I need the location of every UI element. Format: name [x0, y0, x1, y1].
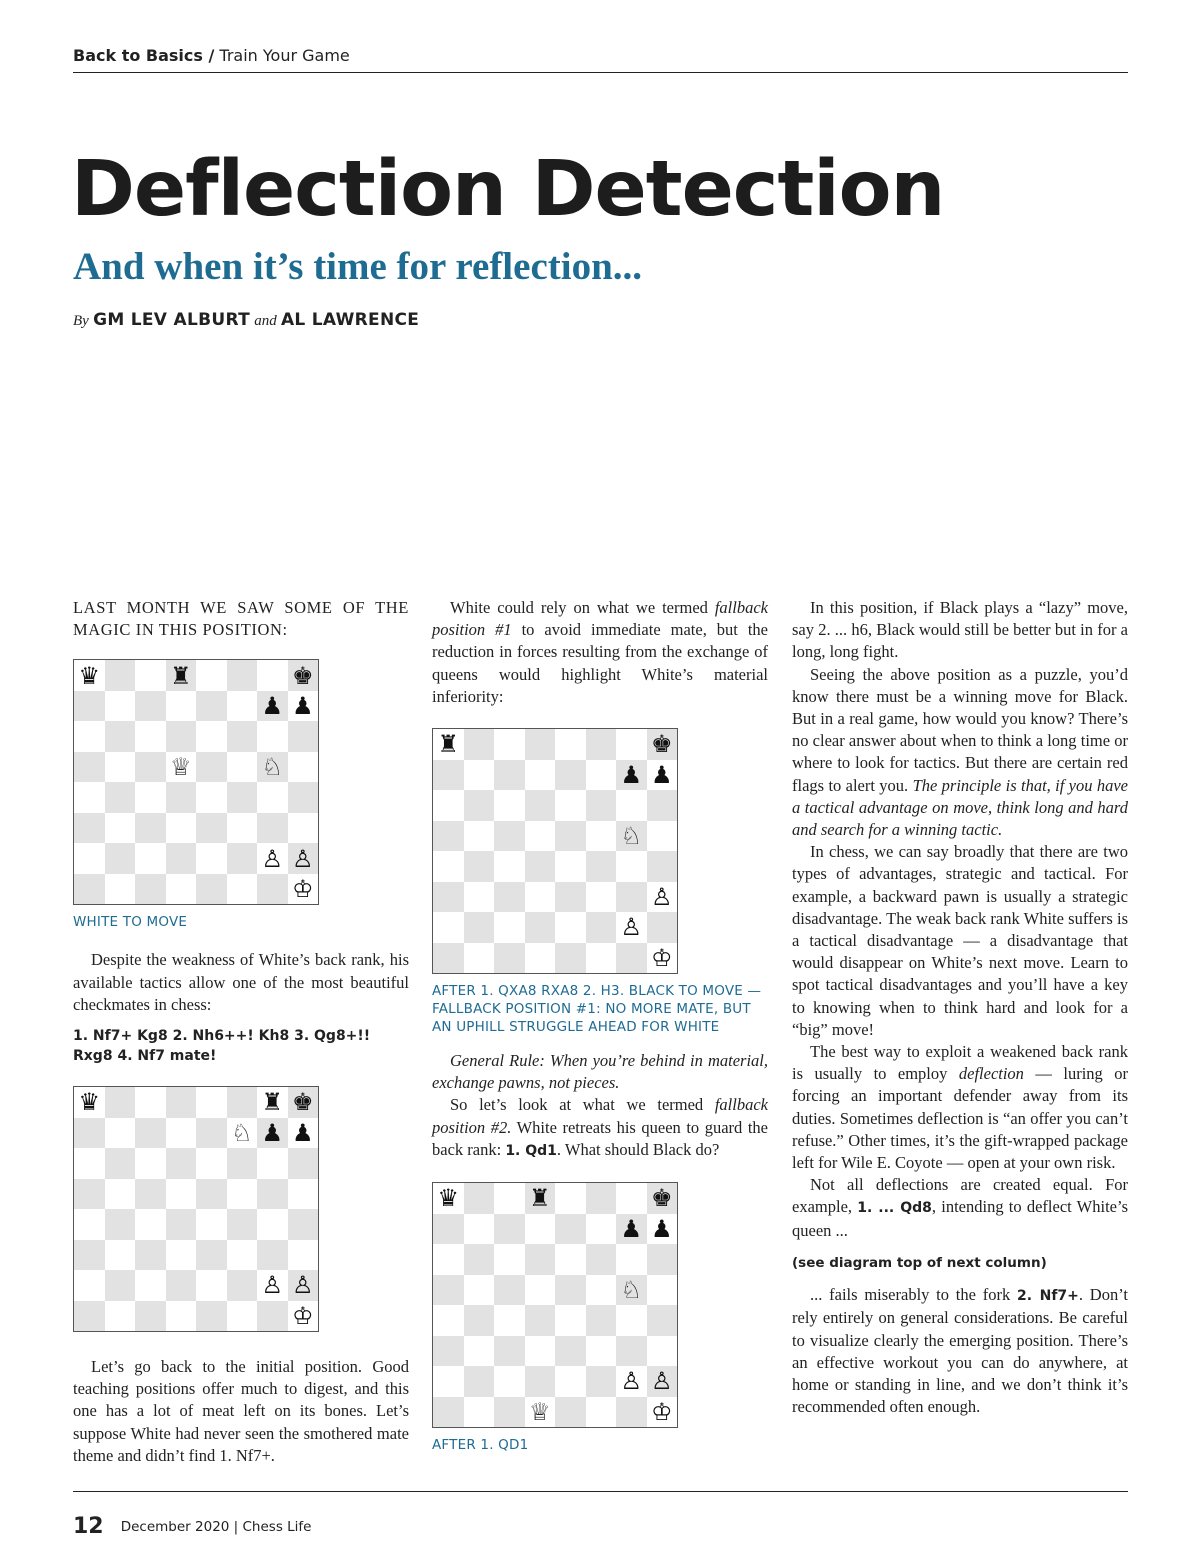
board-square — [525, 821, 556, 852]
board-square — [74, 1148, 105, 1179]
board-square — [74, 1209, 105, 1240]
board-square — [494, 1275, 525, 1306]
black-king-icon: ♚ — [288, 660, 319, 691]
white-knight-icon: ♘ — [257, 752, 288, 783]
board-square — [647, 821, 678, 852]
board-square — [227, 1301, 258, 1332]
board-square — [74, 721, 105, 752]
board-square — [433, 851, 464, 882]
board-square — [586, 1214, 617, 1245]
board-square — [74, 1240, 105, 1271]
board-square — [74, 813, 105, 844]
board-square — [555, 1305, 586, 1336]
board-square — [494, 1397, 525, 1428]
board-square — [288, 1240, 319, 1271]
board-square — [166, 782, 197, 813]
col3-paragraph-1: In this position, if Black plays a “lazy” move, say 2. ... h6, Black would still be better but in for a long, long fight. — [792, 598, 1128, 662]
board-square — [257, 660, 288, 691]
white-king-icon: ♔ — [288, 874, 319, 905]
board-square — [616, 1397, 647, 1428]
column-1 — [73, 597, 409, 1467]
board-square — [647, 1336, 678, 1367]
col1-moves: 1. Nf7+ Kg8 2. Nh6++! Kh8 3. Qg8+!! Rxg8 4. Nf7 mate! — [73, 1028, 371, 1065]
board-square — [105, 721, 136, 752]
board-square — [105, 1118, 136, 1149]
board-square — [196, 660, 227, 691]
board-square — [525, 851, 556, 882]
black-queen-icon: ♛ — [433, 1183, 464, 1214]
white-pawn-icon: ♙ — [288, 843, 319, 874]
board-square — [196, 1118, 227, 1149]
board-square — [227, 813, 258, 844]
board-square — [166, 1118, 197, 1149]
board-square — [135, 1209, 166, 1240]
board-square — [433, 790, 464, 821]
board-square — [196, 813, 227, 844]
board-square — [74, 1118, 105, 1149]
board-square — [257, 782, 288, 813]
col3-paragraph-4: The best way to exploit a weakened back rank is usually to employ deflection — luring or forcing an important defender away from its duties. Sometimes deflection is “an offer you can’t refuse.” Other times, it’s the gift-wrapped package left for Wile E. Coyote — open at your own risk. — [792, 1042, 1128, 1173]
board-square — [555, 790, 586, 821]
board-square — [464, 1275, 495, 1306]
board-square — [74, 1301, 105, 1332]
article-subtitle: And when it’s time for reflection... — [73, 245, 643, 288]
board-square — [433, 912, 464, 943]
board-square — [433, 943, 464, 974]
col3-paragraph-6: ... fails miserably to the fork 2. Nf7+. Don’t rely entirely on general considerations. Be careful to visualize clearly the emerging position. There’s an effective workout you can do anywhere, at home or standing in line, and we don’t think it’s recommended often enough. — [792, 1285, 1128, 1417]
board-square — [105, 1209, 136, 1240]
board-square — [525, 1305, 556, 1336]
board-square — [166, 1240, 197, 1271]
board-square — [166, 1209, 197, 1240]
board-square — [647, 1275, 678, 1306]
board-square — [616, 1336, 647, 1367]
board-square — [288, 813, 319, 844]
board-square — [586, 729, 617, 760]
board-square — [257, 813, 288, 844]
board-square — [525, 729, 556, 760]
board-square — [196, 1240, 227, 1271]
board-square — [464, 851, 495, 882]
board-square — [555, 1397, 586, 1428]
column-2 — [432, 597, 768, 1454]
white-king-icon: ♔ — [647, 943, 678, 974]
board-square — [616, 882, 647, 913]
board-square — [105, 1179, 136, 1210]
board-square — [135, 721, 166, 752]
white-pawn-icon: ♙ — [257, 1270, 288, 1301]
board-square — [227, 1209, 258, 1240]
board-square — [74, 874, 105, 905]
board-square — [555, 1214, 586, 1245]
byline — [73, 310, 419, 330]
board-square — [135, 1270, 166, 1301]
black-rook-icon: ♜ — [166, 660, 197, 691]
board-square — [586, 790, 617, 821]
board-square — [525, 912, 556, 943]
board-square — [196, 1087, 227, 1118]
board-square — [616, 1244, 647, 1275]
col2-paragraph-2: General Rule: When you’re behind in material, exchange pawns, not pieces. — [432, 1051, 768, 1093]
board-square — [586, 1183, 617, 1214]
black-king-icon: ♚ — [288, 1087, 319, 1118]
board-square — [196, 1209, 227, 1240]
board-square — [647, 790, 678, 821]
board-square — [464, 729, 495, 760]
board-square — [196, 1148, 227, 1179]
board-square — [555, 943, 586, 974]
board-square — [647, 1244, 678, 1275]
board-square — [196, 874, 227, 905]
board-square — [433, 1366, 464, 1397]
board-square — [227, 660, 258, 691]
white-knight-icon: ♘ — [616, 821, 647, 852]
board-square — [616, 790, 647, 821]
black-pawn-icon: ♟ — [288, 1118, 319, 1149]
board-square — [464, 943, 495, 974]
board-square — [555, 851, 586, 882]
board-square — [105, 752, 136, 783]
board-square — [555, 1366, 586, 1397]
byline-author-1: GM LEV ALBURT — [93, 310, 250, 330]
board-square — [105, 813, 136, 844]
board-square — [166, 813, 197, 844]
board-square — [105, 782, 136, 813]
board-square — [525, 1244, 556, 1275]
board-square — [494, 1366, 525, 1397]
board-square — [166, 691, 197, 722]
board-square — [196, 782, 227, 813]
col3-paragraph-5: Not all deflections are created equal. For example, 1. ... Qd8, intending to deflect White’s queen ... — [792, 1175, 1128, 1240]
board-square — [433, 1214, 464, 1245]
board-square — [74, 691, 105, 722]
board-square — [135, 1118, 166, 1149]
board-square — [555, 729, 586, 760]
board-square — [555, 760, 586, 791]
board-square — [433, 1275, 464, 1306]
board-square — [135, 782, 166, 813]
board-square — [135, 691, 166, 722]
diagram-1-caption: WHITE TO MOVE — [73, 914, 188, 931]
issue-info: December 2020 | Chess Life — [120, 1518, 312, 1535]
board-square — [166, 1270, 197, 1301]
white-knight-icon: ♘ — [227, 1118, 258, 1149]
black-pawn-icon: ♟ — [288, 691, 319, 722]
board-square — [616, 1305, 647, 1336]
board-square — [227, 1270, 258, 1301]
board-square — [257, 1179, 288, 1210]
board-square — [196, 752, 227, 783]
board-square — [494, 943, 525, 974]
board-square — [494, 912, 525, 943]
chess-diagram-2 — [73, 1086, 319, 1332]
black-queen-icon: ♛ — [74, 1087, 105, 1118]
board-square — [74, 1270, 105, 1301]
board-square — [494, 760, 525, 791]
board-square — [525, 943, 556, 974]
board-square — [555, 1183, 586, 1214]
board-square — [525, 1275, 556, 1306]
board-square — [494, 821, 525, 852]
board-square — [257, 721, 288, 752]
chess-diagram-1 — [73, 659, 319, 905]
black-rook-icon: ♜ — [525, 1183, 556, 1214]
board-square — [586, 760, 617, 791]
byline-and: and — [254, 313, 277, 329]
board-square — [464, 1244, 495, 1275]
board-square — [494, 729, 525, 760]
white-knight-icon: ♘ — [616, 1275, 647, 1306]
board-square — [227, 721, 258, 752]
board-square — [135, 813, 166, 844]
board-square — [135, 874, 166, 905]
board-square — [257, 1148, 288, 1179]
board-square — [288, 721, 319, 752]
board-square — [555, 882, 586, 913]
white-pawn-icon: ♙ — [616, 912, 647, 943]
black-pawn-icon: ♟ — [257, 691, 288, 722]
black-rook-icon: ♜ — [257, 1087, 288, 1118]
board-square — [433, 882, 464, 913]
board-square — [433, 760, 464, 791]
page-number: 12 — [73, 1514, 104, 1539]
board-square — [166, 1148, 197, 1179]
black-pawn-icon: ♟ — [616, 760, 647, 791]
white-pawn-icon: ♙ — [647, 1366, 678, 1397]
black-queen-icon: ♛ — [74, 660, 105, 691]
board-square — [135, 1301, 166, 1332]
board-square — [166, 1179, 197, 1210]
black-rook-icon: ♜ — [433, 729, 464, 760]
col1-paragraph-2: Despite the weakness of White’s back rank, his available tactics allow one of the most beautiful checkmates in chess: — [73, 950, 409, 1014]
header-section: Back to Basics / — [73, 46, 215, 65]
board-square — [647, 1305, 678, 1336]
board-square — [196, 1179, 227, 1210]
board-square — [586, 1397, 617, 1428]
board-square — [74, 843, 105, 874]
board-square — [105, 691, 136, 722]
board-square — [494, 882, 525, 913]
board-square — [494, 1183, 525, 1214]
board-square — [74, 752, 105, 783]
board-square — [464, 1214, 495, 1245]
board-square — [227, 782, 258, 813]
board-square — [166, 1301, 197, 1332]
diagram-4-caption: AFTER 1. QD1 — [432, 1437, 529, 1454]
board-square — [288, 1148, 319, 1179]
board-square — [227, 1148, 258, 1179]
col2-paragraph-3: So let’s look at what we termed fallback position #2. White retreats his queen to guard the back rank: 1. Qd1. What should Black do? — [432, 1095, 768, 1159]
col1-paragraph-3: Let’s go back to the initial position. Good teaching positions offer much to digest, and this one has a lot of meat left on its bones. Let’s suppose White had never seen the smothered mate theme and didn’t find 1. Nf7+. — [73, 1357, 409, 1465]
board-square — [135, 1240, 166, 1271]
white-pawn-icon: ♙ — [616, 1366, 647, 1397]
board-square — [525, 1366, 556, 1397]
board-square — [135, 660, 166, 691]
chess-diagram-4 — [432, 1182, 678, 1428]
board-square — [586, 1366, 617, 1397]
board-square — [288, 752, 319, 783]
board-square — [464, 1336, 495, 1367]
board-square — [555, 1244, 586, 1275]
white-queen-icon: ♕ — [525, 1397, 556, 1428]
board-square — [494, 851, 525, 882]
board-square — [74, 1179, 105, 1210]
board-square — [166, 874, 197, 905]
board-square — [616, 851, 647, 882]
board-square — [586, 1244, 617, 1275]
board-square — [555, 1336, 586, 1367]
board-square — [227, 843, 258, 874]
board-square — [227, 874, 258, 905]
board-square — [257, 1209, 288, 1240]
board-square — [166, 843, 197, 874]
board-square — [257, 874, 288, 905]
board-square — [494, 1336, 525, 1367]
board-square — [525, 1214, 556, 1245]
chess-diagram-3 — [432, 728, 678, 974]
board-square — [227, 691, 258, 722]
board-square — [227, 1179, 258, 1210]
board-square — [586, 912, 617, 943]
black-pawn-icon: ♟ — [647, 1214, 678, 1245]
byline-by: By — [73, 313, 89, 329]
board-square — [586, 851, 617, 882]
board-square — [257, 1240, 288, 1271]
board-square — [555, 1275, 586, 1306]
board-square — [555, 821, 586, 852]
board-square — [196, 843, 227, 874]
board-square — [586, 821, 617, 852]
board-square — [525, 790, 556, 821]
board-square — [288, 782, 319, 813]
board-square — [433, 1336, 464, 1367]
white-king-icon: ♔ — [288, 1301, 319, 1332]
col2-paragraph-1: White could rely on what we termed fallback position #1 to avoid immediate mate, but the reduction in forces resulting from the exchange of queens would highlight White’s material inferiority: — [432, 598, 768, 706]
board-square — [105, 843, 136, 874]
white-pawn-icon: ♙ — [647, 882, 678, 913]
board-square — [647, 912, 678, 943]
board-square — [135, 1087, 166, 1118]
board-square — [105, 874, 136, 905]
board-square — [135, 1148, 166, 1179]
board-square — [433, 1244, 464, 1275]
board-square — [196, 691, 227, 722]
board-square — [464, 1397, 495, 1428]
board-square — [464, 821, 495, 852]
col3-paragraph-2: Seeing the above position as a puzzle, you’d know there must be a winning move for Black. But in a real game, how would you know? There’s no clear answer about when to think a long time or where to look for tactics. But there are certain red flags to alert you. The principle is that, if you have a tactical advantage on move, think long and hard and search for a winning tactic. — [792, 664, 1129, 840]
board-square — [105, 1240, 136, 1271]
board-square — [257, 1301, 288, 1332]
board-square — [166, 721, 197, 752]
white-pawn-icon: ♙ — [257, 843, 288, 874]
board-square — [135, 752, 166, 783]
col3-diagram-note: (see diagram top of next column) — [792, 1254, 1047, 1271]
board-square — [196, 1301, 227, 1332]
board-square — [227, 1240, 258, 1271]
board-square — [464, 1183, 495, 1214]
board-square — [135, 1179, 166, 1210]
board-square — [433, 1397, 464, 1428]
board-square — [464, 1366, 495, 1397]
board-square — [105, 660, 136, 691]
board-square — [196, 1270, 227, 1301]
white-queen-icon: ♕ — [166, 752, 197, 783]
board-square — [288, 1179, 319, 1210]
header-subsection: Train Your Game — [219, 46, 350, 65]
board-square — [586, 1305, 617, 1336]
board-square — [616, 1183, 647, 1214]
board-square — [494, 790, 525, 821]
byline-author-2: AL LAWRENCE — [280, 310, 420, 330]
board-square — [494, 1244, 525, 1275]
board-square — [464, 1305, 495, 1336]
board-square — [586, 1336, 617, 1367]
board-square — [494, 1214, 525, 1245]
board-square — [105, 1270, 136, 1301]
board-square — [586, 1275, 617, 1306]
board-square — [464, 760, 495, 791]
white-king-icon: ♔ — [647, 1397, 678, 1428]
board-square — [525, 882, 556, 913]
board-square — [464, 912, 495, 943]
board-square — [166, 1087, 197, 1118]
board-square — [616, 729, 647, 760]
board-square — [227, 752, 258, 783]
board-square — [555, 912, 586, 943]
diagram-3-caption: AFTER 1. QXA8 RXA8 2. H3. BLACK TO MOVE — FALLBACK POSITION #1: NO MORE MATE, BUT AN UPHILL STRUGGLE AHEAD FOR WHITE — [432, 983, 762, 1036]
board-square — [135, 843, 166, 874]
column-3 — [792, 597, 1128, 1418]
board-square — [227, 1087, 258, 1118]
col3-paragraph-3: In chess, we can say broadly that there are two types of advantages, strategic and tactical. For example, a backward pawn is usually a strategic disadvantage. The weak back rank White suffers is a tactical disadvantage — a disadvantage that would disappear on White’s next move. Learn to spot tactical disadvantages and you’ll have a key to knowing when to think hard and look for a “big” move! — [792, 842, 1128, 1039]
article-title: Deflection Detection — [71, 145, 945, 234]
board-square — [74, 782, 105, 813]
running-header — [73, 46, 1128, 73]
board-square — [464, 790, 495, 821]
black-king-icon: ♚ — [647, 1183, 678, 1214]
black-king-icon: ♚ — [647, 729, 678, 760]
board-square — [586, 882, 617, 913]
col1-paragraph-1: LAST MONTH WE SAW SOME OF THE MAGIC IN THIS POSITION: — [73, 598, 409, 640]
board-square — [525, 1336, 556, 1367]
black-pawn-icon: ♟ — [616, 1214, 647, 1245]
page-footer — [73, 1491, 1128, 1539]
board-square — [494, 1305, 525, 1336]
board-square — [105, 1087, 136, 1118]
black-pawn-icon: ♟ — [647, 760, 678, 791]
white-pawn-icon: ♙ — [288, 1270, 319, 1301]
board-square — [464, 882, 495, 913]
board-square — [433, 821, 464, 852]
board-square — [616, 943, 647, 974]
black-pawn-icon: ♟ — [257, 1118, 288, 1149]
board-square — [647, 851, 678, 882]
board-square — [433, 1305, 464, 1336]
board-square — [525, 760, 556, 791]
board-square — [105, 1301, 136, 1332]
board-square — [196, 721, 227, 752]
board-square — [105, 1148, 136, 1179]
board-square — [288, 1209, 319, 1240]
board-square — [586, 943, 617, 974]
